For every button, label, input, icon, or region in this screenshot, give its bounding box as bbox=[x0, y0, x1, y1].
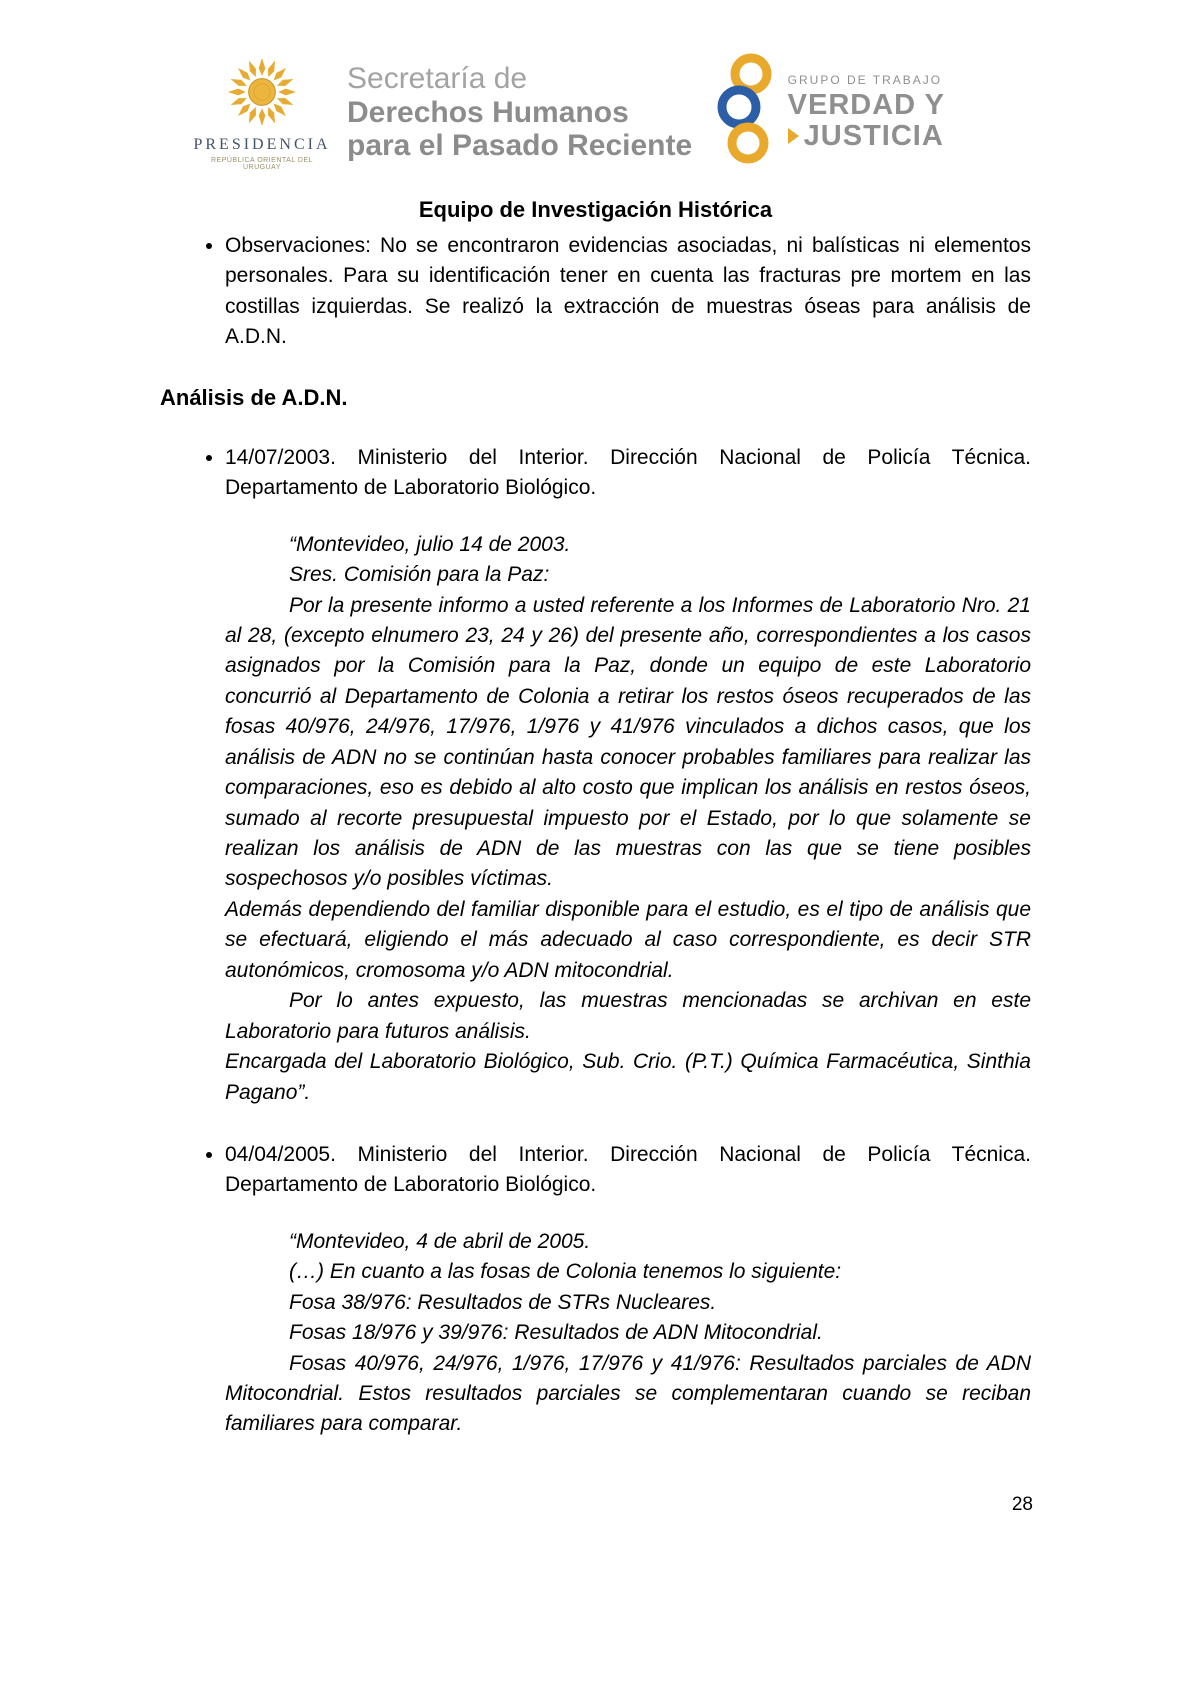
sun-icon bbox=[225, 116, 299, 133]
section-title-adn: Análisis de A.D.N. bbox=[160, 384, 348, 410]
quote-paragraph: “Montevideo, julio 14 de 2003. bbox=[289, 532, 571, 556]
page-number: 28 bbox=[1011, 1494, 1033, 1515]
chain-rings-icon bbox=[714, 52, 774, 173]
verdad-justicia-wordmark bbox=[788, 74, 945, 151]
secretaria-line2: Derechos Humanos bbox=[347, 95, 629, 129]
quote-paragraph: Fosa 38/976: Resultados de STRs Nucleares. bbox=[289, 1290, 717, 1314]
page-title: Equipo de Investigación Histórica bbox=[418, 197, 773, 222]
observaciones-list bbox=[160, 231, 1031, 353]
quote-paragraph: Sres. Comisión para la Paz: bbox=[289, 563, 550, 587]
quote-paragraph: Encargada del Laboratorio Biológico, Sub. Crio. (P.T.) Química Farmacéutica, Sinthia Pagano”. bbox=[225, 1050, 1031, 1104]
presidencia-logo bbox=[193, 55, 692, 171]
quote-paragraph: (…) En cuanto a las fosas de Colonia tenemos lo siguiente: bbox=[289, 1260, 842, 1284]
secretaria-wordmark bbox=[347, 62, 692, 163]
quote-paragraph: “Montevideo, 4 de abril de 2005. bbox=[289, 1229, 591, 1253]
secretaria-line1: Secretaría de bbox=[347, 62, 528, 96]
verdad-justicia-logo bbox=[714, 52, 945, 173]
quote-paragraph: Además dependiendo del familiar disponible para el estudio, es el tipo de análisis que se efectuará, eligiendo el más adecuado al caso correspondiente, es decir STR autonómicos, cromosoma y/o ADN mitocondrial. bbox=[225, 897, 1031, 982]
quote-paragraph: Por la presente informo a usted referente a los Informes de Laboratorio Nro. 21 al 28, (excepto elnumero 23, 24 y 26) del presente año, correspondientes a los casos asignados por la Comisión para la Paz, donde un equipo de este Laboratorio concurrió al Departamento de Colonia a retirar los restos óseos recuperados de las fosas 40/976, 24/976, 17/976, 1/976 y 41/976 vinculados a dichos casos, que los análisis de ADN no se continúan hasta conocer probables familiares para realizar las comparaciones, eso es debido al alto costo que implican los análisis en restos óseos, sumado al recorte presupuestal impuesto por el Estado, por lo que solamente se realizan los análisis de ADN de las muestras con las que se tiene posibles sospechosos y/o posibles víctimas. bbox=[225, 593, 1031, 891]
verdad-label: VERDAD Y bbox=[787, 89, 945, 122]
page-header bbox=[0, 0, 1191, 173]
quote-2005 bbox=[225, 1227, 1031, 1440]
quote-paragraph: Fosas 40/976, 24/976, 1/976, 17/976 y 41/976: Resultados parciales de ADN Mitocondrial. Estos resultados parciales se complementaran cuando se reciban familiares para comparar. bbox=[225, 1351, 1031, 1436]
quote-paragraph: Fosas 18/976 y 39/976: Resultados de ADN Mitocondrial. bbox=[289, 1321, 823, 1345]
entry-2005-list bbox=[160, 1140, 1031, 1201]
triangle-icon bbox=[788, 128, 799, 144]
justicia-label: JUSTICIA bbox=[803, 119, 944, 152]
entry-2005-item: • 04/04/2005. Ministerio del Interior. Dirección Nacional de Policía Técnica. Departamento de Laboratorio Biológico. bbox=[225, 1140, 1031, 1201]
presidencia-block bbox=[193, 55, 331, 171]
entry-2003-item: • 14/07/2003. Ministerio del Interior. Dirección Nacional de Policía Técnica. Departamento de Laboratorio Biológico. bbox=[225, 443, 1031, 504]
document-content bbox=[0, 231, 1191, 1440]
quote-paragraph: Por lo antes expuesto, las muestras mencionadas se archivan en este Laboratorio para futuros análisis. bbox=[225, 989, 1031, 1043]
grupo-de-trabajo-label: GRUPO DE TRABAJO bbox=[787, 72, 943, 87]
entry-2003-list bbox=[160, 443, 1031, 504]
presidencia-name: PRESIDENCIA bbox=[193, 135, 331, 153]
presidencia-subtitle: REPÚBLICA ORIENTAL DEL URUGUAY bbox=[210, 156, 314, 171]
secretaria-line3: para el Pasado Reciente bbox=[347, 129, 693, 163]
quote-2003 bbox=[225, 530, 1031, 1108]
observaciones-item: • Observaciones: No se encontraron evidencias asociadas, ni balísticas ni elementos personales. Para su identificación tener en cuenta las fracturas pre mortem en las costillas izquierdas. Se realizó la extracción de muestras óseas para análisis de A.D.N. bbox=[225, 231, 1031, 353]
